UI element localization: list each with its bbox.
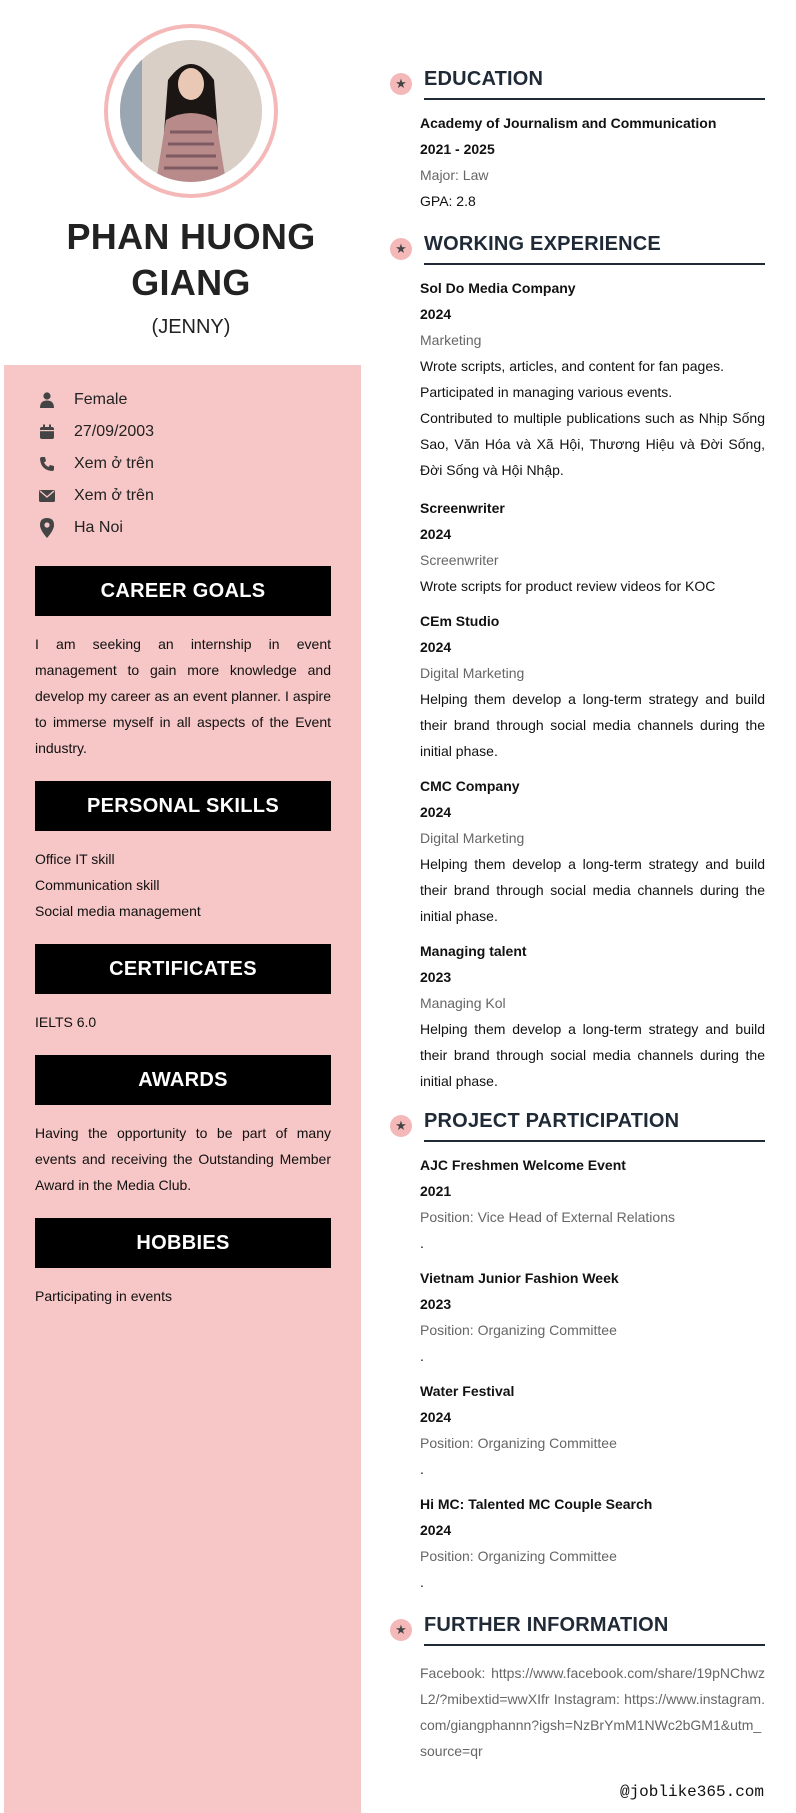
experience-org: CEm Studio	[420, 613, 500, 629]
project-position: Position: Organizing Committee	[420, 1435, 617, 1451]
experience-description: Wrote scripts for product review videos for KOC	[420, 578, 716, 594]
skill-item: Communication skill	[35, 877, 160, 893]
experience-entry	[420, 608, 765, 764]
further-section-header	[390, 1612, 765, 1646]
phone-value: Xem ở trên	[74, 455, 154, 472]
project-position: Position: Organizing Committee	[420, 1548, 617, 1564]
career-goals-heading: CAREER GOALS	[35, 566, 331, 616]
star-icon: ★	[390, 73, 412, 95]
project-note: .	[420, 1235, 424, 1251]
experience-position: Screenwriter	[420, 552, 499, 568]
profile-photo	[120, 40, 262, 182]
hobbies-list	[35, 1283, 331, 1309]
star-icon: ★	[390, 238, 412, 260]
experience-entry	[420, 773, 765, 929]
project-year: 2021	[420, 1183, 452, 1199]
personal-skills-list	[35, 846, 331, 924]
project-year: 2024	[420, 1522, 452, 1538]
star-icon: ★	[390, 1619, 412, 1641]
birthday-value: 27/09/2003	[74, 423, 155, 440]
experience-year: 2024	[420, 639, 452, 655]
experience-description: Participated in managing various events.	[420, 384, 673, 400]
experience-entry	[420, 938, 765, 1094]
project-note: .	[420, 1461, 424, 1477]
experience-description: Helping them develop a long-term strategy and build their brand through social media channels during the initial phase.	[420, 1021, 765, 1089]
contact-email	[34, 480, 334, 512]
section-divider	[424, 1140, 765, 1142]
project-entry	[420, 1152, 765, 1256]
certificates-list	[35, 1009, 331, 1035]
experience-year: 2023	[420, 969, 452, 985]
star-icon: ★	[390, 1115, 412, 1137]
calendar-icon	[34, 421, 60, 443]
project-year: 2024	[420, 1409, 452, 1425]
gender-value: Female	[74, 391, 128, 408]
person-icon	[34, 389, 60, 411]
watermark: @joblike365.com	[619, 1783, 764, 1801]
experience-year: 2024	[420, 306, 452, 322]
education-title: EDUCATION	[424, 68, 544, 90]
experience-org: Sol Do Media Company	[420, 280, 576, 296]
experience-title: WORKING EXPERIENCE	[424, 233, 661, 255]
certificates-heading: CERTIFICATES	[35, 944, 331, 994]
education-major: Major: Law	[420, 167, 489, 183]
section-divider	[424, 263, 765, 265]
school-name: Academy of Journalism and Communication	[420, 115, 717, 131]
skill-item: Office IT skill	[35, 851, 115, 867]
projects-title: PROJECT PARTICIPATION	[424, 1110, 680, 1132]
experience-position: Digital Marketing	[420, 830, 525, 846]
hobby-item: Participating in events	[35, 1288, 172, 1304]
contact-birthday	[34, 416, 334, 448]
hobbies-heading: HOBBIES	[35, 1218, 331, 1268]
experience-org: CMC Company	[420, 778, 520, 794]
section-divider	[424, 98, 765, 100]
education-gpa: GPA: 2.8	[420, 193, 476, 209]
project-entry	[420, 1491, 765, 1595]
project-name: AJC Freshmen Welcome Event	[420, 1157, 626, 1173]
project-entry	[420, 1265, 765, 1369]
certificate-item: IELTS 6.0	[35, 1014, 97, 1030]
education-section-header	[390, 66, 765, 100]
experience-position: Managing Kol	[420, 995, 506, 1011]
mail-icon	[34, 485, 60, 507]
further-info-text[interactable]: Facebook: https://www.facebook.com/share/19pNChwzL2/?mibextid=wwXIfr Instagram: https://www.instagram.com/giangphannn?igsh=NzBrYmM1NWc2bGM1&utm_source=qr	[420, 1665, 765, 1759]
experience-description: Helping them develop a long-term strategy and build their brand through social media channels during the initial phase.	[420, 856, 765, 924]
nickname: (JENNY)	[151, 316, 231, 338]
experience-org: Managing talent	[420, 943, 527, 959]
project-note: .	[420, 1574, 424, 1590]
education-entry	[420, 110, 765, 214]
project-position: Position: Vice Head of External Relations	[420, 1209, 675, 1225]
project-name: Hi MC: Talented MC Couple Search	[420, 1496, 653, 1512]
email-value: Xem ở trên	[74, 487, 154, 504]
project-year: 2023	[420, 1296, 452, 1312]
experience-position: Marketing	[420, 332, 482, 348]
contact-phone	[34, 448, 334, 480]
experience-year: 2024	[420, 526, 452, 542]
experience-description: Wrote scripts, articles, and content for fan pages.	[420, 358, 725, 374]
awards-heading: AWARDS	[35, 1055, 331, 1105]
experience-org: Screenwriter	[420, 500, 505, 516]
project-entry	[420, 1378, 765, 1482]
location-icon	[34, 517, 60, 539]
contact-list	[34, 384, 334, 544]
further-title: FURTHER INFORMATION	[424, 1614, 669, 1636]
avatar	[104, 24, 278, 198]
experience-section-header	[390, 231, 765, 265]
personal-skills-heading: PERSONAL SKILLS	[35, 781, 331, 831]
skill-item: Social media management	[35, 903, 201, 919]
location-value: Ha Noi	[74, 519, 123, 536]
project-note: .	[420, 1348, 424, 1364]
contact-location	[34, 512, 334, 544]
experience-year: 2024	[420, 804, 452, 820]
awards-text: Having the opportunity to be part of many events and receiving the Outstanding Member Award in the Media Club.	[35, 1125, 331, 1193]
experience-entry	[420, 495, 765, 599]
experience-position: Digital Marketing	[420, 665, 525, 681]
profile-photo-illustration	[120, 40, 262, 182]
project-name: Vietnam Junior Fashion Week	[420, 1270, 619, 1286]
contact-gender	[34, 384, 334, 416]
experience-description: Contributed to multiple publications such as Nhịp Sống Sao, Văn Hóa và Xã Hội, Thương Hiệu và Đời Sống, Đời Sống và Hội Nhập.	[420, 410, 765, 478]
projects-section-header	[390, 1108, 765, 1142]
project-name: Water Festival	[420, 1383, 515, 1399]
section-divider	[424, 1644, 765, 1646]
experience-description: Helping them develop a long-term strategy and build their brand through social media channels during the initial phase.	[420, 691, 765, 759]
education-years: 2021 - 2025	[420, 141, 495, 157]
full-name: PHAN HUONG GIANG	[66, 216, 316, 303]
project-position: Position: Organizing Committee	[420, 1322, 617, 1338]
career-goals-text: I am seeking an internship in event management to gain more knowledge and develop my career as an event planner. I aspire to immerse myself in all aspects of the Event industry.	[35, 636, 331, 756]
experience-entry	[420, 275, 765, 483]
phone-icon	[34, 453, 60, 475]
